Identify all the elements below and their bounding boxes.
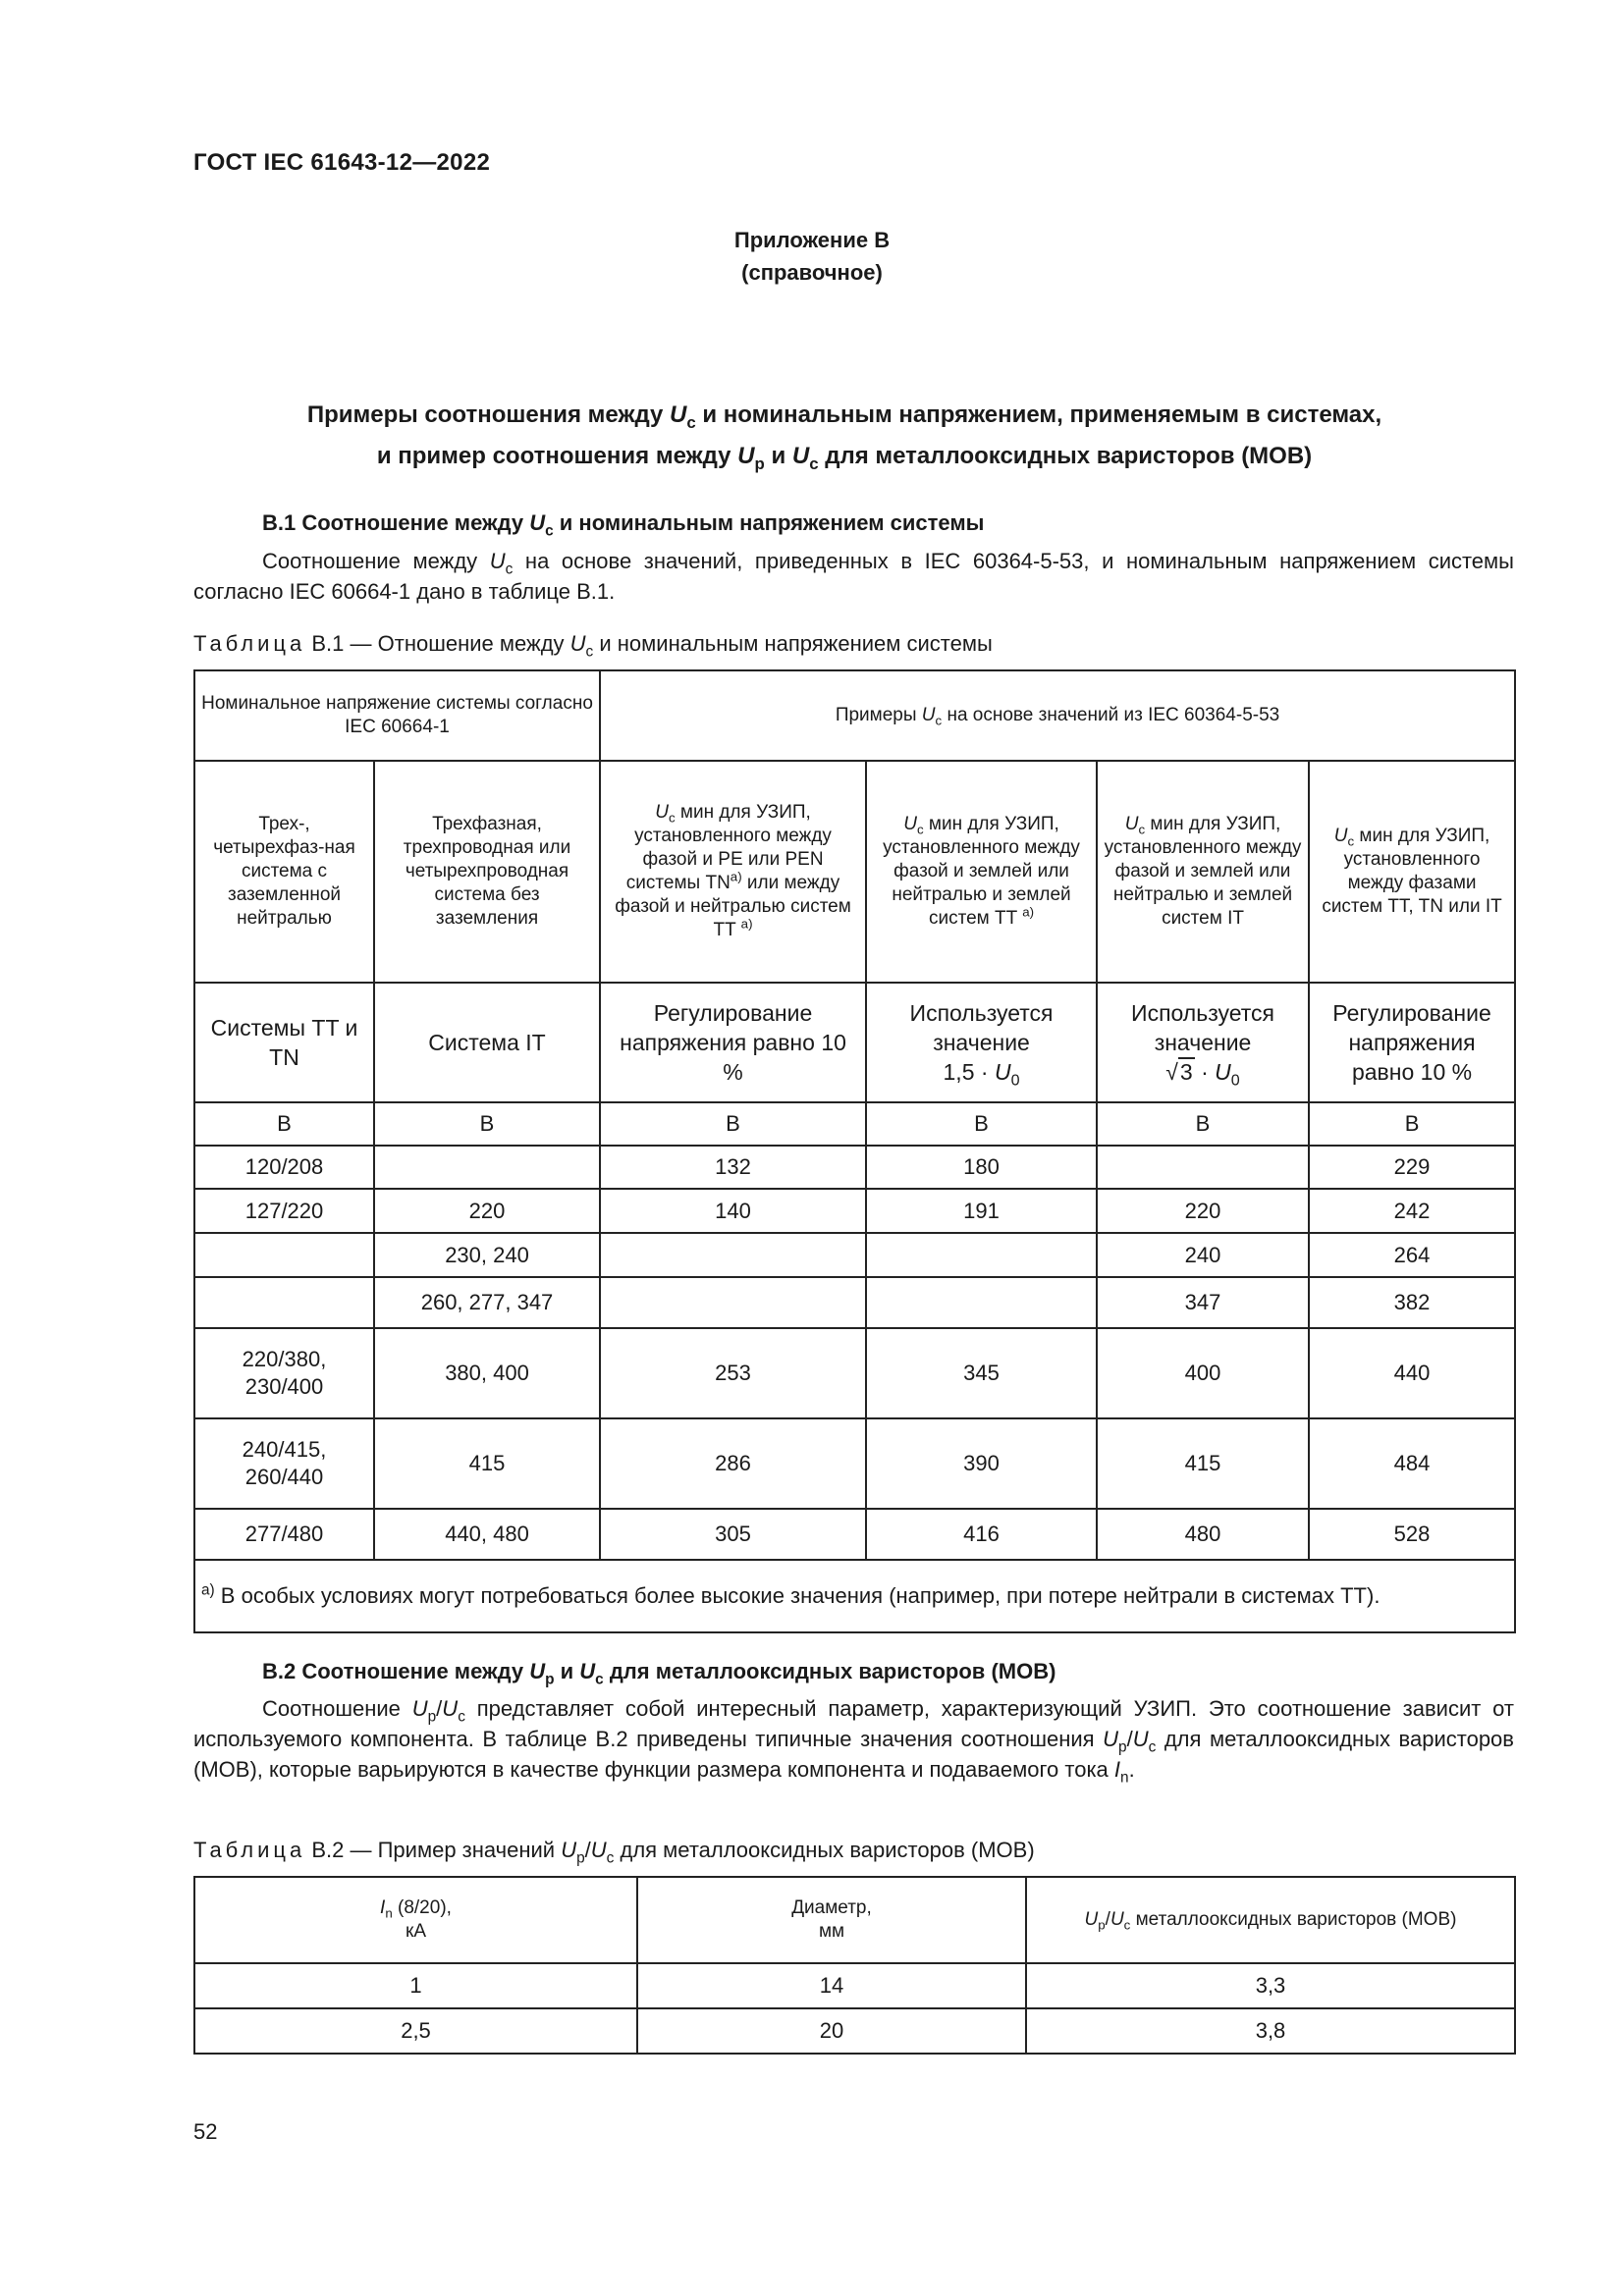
page-number: 52 [193,2119,218,2144]
section-1-heading: В.1 Соотношение между $U_c$ и номинальным напряжением системы [262,510,985,540]
table-1-unit: В [600,1102,866,1146]
table-row [194,1963,1515,2008]
table-1-method-cell-6: Регулирование напряжения равно 10 % [1309,983,1515,1102]
table-cell: 3,3 [1026,1963,1515,2008]
table-1-col-2-header: Трехфазная, трехпроводная или четырехпроводная система без заземления [374,761,600,983]
table-row [194,1233,1515,1277]
table-2-col-2-header: Диаметр, мм [637,1877,1026,1963]
table-1-group-left: Номинальное напряжение системы согласно IEC 60664-1 [194,670,600,761]
table-cell: 415 [374,1418,600,1509]
document-code: ГОСТ IEC 61643-12—2022 [193,149,491,176]
table-cell: 220/380, 230/400 [194,1328,374,1418]
table-1-caption: Таблица В.1 — Отношение между $U_c$ и номинальным напряжением системы [193,631,993,661]
table-cell [1097,1146,1309,1189]
table-cell: 305 [600,1509,866,1560]
appendix-title: Приложение В [733,228,891,252]
table-1-method-cell-5: Используется значение $√3 \cdot U_0$ [1097,983,1309,1102]
table-cell: 191 [866,1189,1097,1233]
table-cell: 484 [1309,1418,1515,1509]
table-cell: 120/208 [194,1146,374,1189]
table-row [194,1328,1515,1418]
table-cell: 220 [374,1189,600,1233]
table-1-unit: В [1097,1102,1309,1146]
table-row [194,1509,1515,1560]
table-1-method-row [194,983,1515,1102]
table-1-method-cell-4: Используется значение $1,5 \cdot U_0$ [866,983,1097,1102]
table-cell: 3,8 [1026,2008,1515,2054]
table-cell: 528 [1309,1509,1515,1560]
appendix-heading [0,224,1624,289]
table-cell: 127/220 [194,1189,374,1233]
table-cell: 390 [866,1418,1097,1509]
table-cell [374,1146,600,1189]
sqrt-symbol: √3 [1165,1059,1193,1085]
table-cell [194,1233,374,1277]
table-2-caption: Таблица В.2 — Пример значений $U_p/U_c$ для металлооксидных варисторов (МОВ) [193,1838,1035,1867]
table-1-method-cell-1: Системы TT и TN [194,983,374,1102]
table-cell: 382 [1309,1277,1515,1328]
table-cell [866,1277,1097,1328]
table-cell: 380, 400 [374,1328,600,1418]
main-title-line-2: и пример соотношения между $U_p$ и $U_c$ для металлооксидных варисторов (МОВ) [376,443,1313,473]
table-cell [866,1233,1097,1277]
section-2-paragraph: Соотношение $U_p/U_c$ представляет собой интересный параметр, характеризующий УЗИП. Это соотношение зависит от используемого компонента. В таблице В.2 приведены типичные значения соотношения $U_p/U_c$ для металлооксидных варисторов (МОВ), которые варьируются в качестве функции размера компонента и подаваемого тока $I_n$. [193,1696,1514,1787]
table-cell: 264 [1309,1233,1515,1277]
section-2-heading: В.2 Соотношение между $U_p$ и $U_c$ для металлооксидных варисторов (МОВ) [262,1659,1056,1688]
table-2-col-1-header: $I_n$ (8/20), кА [194,1877,637,1963]
table-cell: 230, 240 [374,1233,600,1277]
table-cell: 440 [1309,1328,1515,1418]
table-2 [193,1876,1516,2055]
appendix-subtitle: (справочное) [741,260,883,285]
table-1-col-6-header: $U_c$ мин для УЗИП, установленного между фазами систем TT, TN или IT [1309,761,1515,983]
table-cell: 253 [600,1328,866,1418]
table-cell: 347 [1097,1277,1309,1328]
table-cell: 260, 277, 347 [374,1277,600,1328]
table-cell [600,1277,866,1328]
table-1-method-cell-2: Система IT [374,983,600,1102]
table-cell: 242 [1309,1189,1515,1233]
table-2-col-3-header: $U_p/U_c$ металлооксидных варисторов (МОВ) [1026,1877,1515,1963]
table-cell: 20 [637,2008,1026,2054]
table-cell: 14 [637,1963,1026,2008]
table-cell: 345 [866,1328,1097,1418]
table-row [194,1146,1515,1189]
table-cell: 286 [600,1418,866,1509]
table-cell: 240 [1097,1233,1309,1277]
table-1-column-header-row [194,761,1515,983]
table-cell: 240/415, 260/440 [194,1418,374,1509]
section-1-paragraph: Соотношение между $U_c$ на основе значений, приведенных в IEC 60364-5-53, и номинальным напряжением системы согласно IEC 60664-1 дано в таблице В.1. [193,549,1514,604]
table-1-col-3-header: $U_c$ мин для УЗИП, установленного между фазой и PE или PEN системы $TN^{а)}$ или между фазой и нейтралью систем TT $^{а)}$ [600,761,866,983]
table-cell: 480 [1097,1509,1309,1560]
table-1-method-cell-3: Регулирование напряжения равно 10 % [600,983,866,1102]
table-1-col-5-header: $U_c$ мин для УЗИП, установленного между фазой и землей или нейтралью и землей систем IT [1097,761,1309,983]
table-cell: 132 [600,1146,866,1189]
table-1-unit: В [1309,1102,1515,1146]
table-cell: 440, 480 [374,1509,600,1560]
table-cell: 277/480 [194,1509,374,1560]
table-1-footnote: $^{а)}$ В особых условиях могут потребоваться более высокие значения (например, при потере нейтрали в системах TT). [194,1560,1515,1632]
table-row [194,2008,1515,2054]
table-row [194,1277,1515,1328]
table-1-col-4-header: $U_c$ мин для УЗИП, установленного между фазой и землей или нейтралью и землей систем TT $^{а)}$ [866,761,1097,983]
table-cell: 415 [1097,1418,1309,1509]
table-cell: 140 [600,1189,866,1233]
table-cell: 2,5 [194,2008,637,2054]
table-cell: 1 [194,1963,637,2008]
table-row [194,1418,1515,1509]
table-1-unit: В [374,1102,600,1146]
table-1-units-row [194,1102,1515,1146]
table-cell: 416 [866,1509,1097,1560]
table-cell: 229 [1309,1146,1515,1189]
table-cell: 400 [1097,1328,1309,1418]
main-title [177,395,1512,477]
table-1-footnote-row [194,1560,1515,1632]
table-row [194,1189,1515,1233]
table-1-unit: В [866,1102,1097,1146]
table-cell: 180 [866,1146,1097,1189]
table-1-group-right: Примеры $U_c$ на основе значений из IEC 60364-5-53 [600,670,1515,761]
table-cell [194,1277,374,1328]
table-2-header-row [194,1877,1515,1963]
main-title-line-1: Примеры соотношения между $U_c$ и номинальным напряжением, применяемым в системах, [306,401,1382,432]
table-cell: 220 [1097,1189,1309,1233]
table-cell [600,1233,866,1277]
table-1-group-header-row [194,670,1515,761]
table-1 [193,669,1516,1633]
table-1-col-1-header: Трех-, четырехфаз-ная система с заземленной нейтралью [194,761,374,983]
table-1-unit: В [194,1102,374,1146]
